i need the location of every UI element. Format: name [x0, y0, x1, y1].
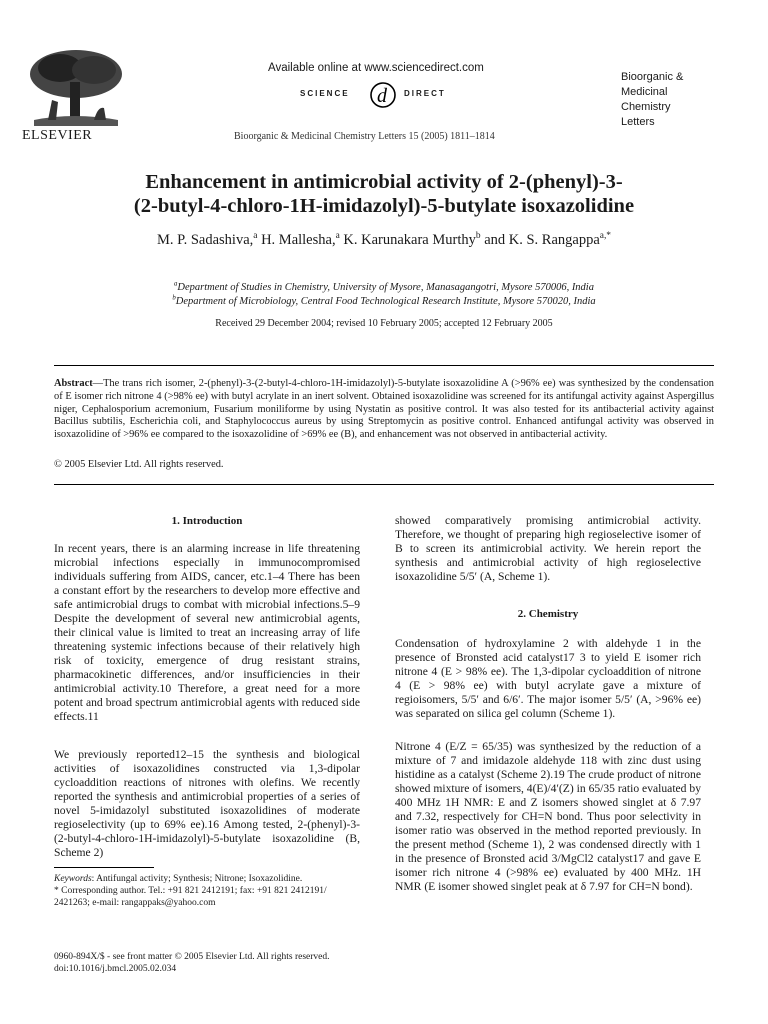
article-title — [40, 170, 728, 218]
chemistry-paragraph-1: Condensation of hydroxylamine 2 with aldehyde 1 in the presence of Bronsted acid catalyst17 3 to yield E isomer rich nitrone 4 (E > 98% ee). The 1,3-dipolar cycloaddition of nitrone 4 (E > 98% ee) with butyl acrylate gave a mixture of regioisomers, 5/5′ and 6/6′. The major isomer 5/5′ (A, >96% ee) was separated on silica gel column (Scheme 1). — [395, 637, 701, 720]
abstract-label: Abstract — [54, 378, 93, 389]
journal-name-line: Medicinal — [621, 86, 668, 98]
author-affil-mark: a,* — [599, 231, 611, 242]
logo-mark-letter: d — [377, 85, 387, 107]
journal-citation: Bioorganic & Medicinal Chemistry Letters 15 (2005) 1811–1814 — [234, 131, 495, 142]
author: M. P. Sadashiva, — [156, 232, 254, 248]
intro-paragraph-2: We previously reported12–15 the synthesis and biological activities of isoxazolidines constructed via 1,3-dipolar cycloaddition reactions of nitrones with olefins. We recently reported the synthesis and antimicrobial properties of a series of novel 5-imidazolyl substituted isoxazolidines of moderate regioselectivity (up to 69% ee).16 Among tested, 2-(phenyl)-3-(2-butyl-4-chloro-1H-imidazolyl)-5-butylate isoxazolidine (B, Scheme 2) — [54, 748, 360, 859]
corresponding-author: * Corresponding author. Tel.: +91 821 2412191; fax: +91 821 2412191/ 2421263; e-mail: rangappaks@yahoo.com — [54, 886, 327, 908]
divider — [54, 365, 714, 366]
chemistry-heading: 2. Chemistry — [517, 608, 579, 620]
abstract-copyright: © 2005 Elsevier Ltd. All rights reserved. — [54, 459, 224, 470]
author: and K. S. Rangappa — [484, 232, 600, 248]
chemistry-paragraph-2: Nitrone 4 (E/Z = 65/35) was synthesized by the reduction of a mixture of 7 and imidazole aldehyde 118 with zinc dust using histidine as a catalyst (Scheme 2).19 The crude product of nitrone showed mixture of isomers, 4(E)/4′(Z) in 65/35 ratio evaluated by 400 MHz 1H NMR: E and Z isomers showed singlet at δ 7.97 and 7.32, respectively for CH=N bond. Thus poor selectivity in isomer ratio was observed in the method reported previously. In the present method (Scheme 1), 2 was condensed directly with 1 in the presence of Bronsted acid 3/MgCl2 catalyst17 and gave E isomer rich nitrone 4 (>98% ee) evaluated by 400 MHz. 1H NMR (E isomer showed singlet peak at δ 7.97 for CH=N bond). — [395, 740, 701, 893]
title-line-2: (2-butyl-4-chloro-1H-imidazolyl)-5-butylate isoxazolidine — [133, 195, 635, 217]
author-affil-mark: b — [475, 231, 481, 242]
affiliation-b: $^b$Department of Microbiology, Central Food Technological Research Institute, Mysore 570020, India — [172, 294, 596, 307]
doi[interactable]: doi:10.1016/j.bmcl.2005.02.034 — [54, 964, 177, 974]
journal-name-line: Letters — [621, 116, 655, 128]
journal-name-line: Chemistry — [621, 101, 671, 113]
front-matter — [54, 951, 330, 975]
abstract-text: —The trans rich isomer, 2-(phenyl)-3-(2-butyl-4-chloro-1H-imidazolyl)-5-butylate isoxazolidine A (>96% ee) was synthesized by the condensation of E isomer rich nitrone 4 (>98% ee) with butyl acrylate in an inert solvent. Obtained isoxazolidine was screened for its antifungal activity against Aspergillus niger, Cephalosporium acremonium, Fusarium moniliforme by using Nystatin as positive control. It was also tested for its antibacterial activity against Bacillus subtilis, Escherichia coli, and Staphylococcus aureus by using Streptomycin as positive control. Enhanced antifungal activity was observed in isoxazolidine of >96% ee compared to the isoxazolidine of >69% ee (B), and enhancement was not observed in antibacterial activity. — [54, 378, 714, 441]
right-paragraph-1: showed comparatively promising antimicrobial activity. Therefore, we thought of preparing high regioselective isomer of B to screen its antimicrobial activity. We herein report the synthesis and antimicrobial activity of high regioselective isoxazolidine 5/5′ (A, Scheme 1). — [395, 514, 701, 583]
footnotes — [54, 873, 364, 909]
received-dates: Received 29 December 2004; revised 10 February 2005; accepted 12 February 2005 — [215, 318, 553, 329]
divider — [54, 484, 714, 485]
sciencedirect-logo[interactable] — [282, 80, 482, 110]
author-list — [40, 232, 728, 249]
journal-name — [621, 70, 741, 130]
available-online[interactable]: Available online at www.sciencedirect.com — [268, 62, 484, 74]
author: H. Mallesha, — [261, 232, 336, 248]
affiliation-a: $^a$Department of Studies in Chemistry, University of Mysore, Manasagangotri, Mysore 570006, India — [174, 280, 594, 293]
intro-heading: 1. Introduction — [171, 515, 243, 527]
logo-science: SCIENCE — [300, 89, 350, 98]
author-affil-mark: a — [253, 231, 258, 242]
sciencedirect-mark-icon — [368, 80, 398, 110]
publisher-name: ELSEVIER — [22, 128, 93, 143]
footnote-divider — [54, 867, 154, 868]
abstract — [54, 378, 714, 442]
journal-name-line: Bioorganic & — [621, 71, 684, 83]
tree-icon — [20, 46, 128, 128]
intro-paragraph-1: In recent years, there is an alarming increase in life threatening microbial infections especially in immunocompromised individuals suffering from AIDS, cancer, etc.1–4 There has been a constant effort by the researchers to develop more effective and safe antimicrobial drugs to combat with microbial infections.5–9 Despite the development of several new antimicrobial agents, their clinical value is limited to treat an increasing array of life threatening systemic infections because of their relatively high risk of toxicity, emergence of drug resistant strains, pharmacokinetic differences, and/or insufficiencies in their antimicrobial activity.10 Therefore, a great need for a more potent and broad spectrum antimicrobial agents with reduced side effects.11 — [54, 542, 360, 723]
front-matter-line: 0960-894X/$ - see front matter © 2005 Elsevier Ltd. All rights reserved. — [54, 952, 330, 962]
author-affil-mark: a — [335, 231, 340, 242]
logo-direct: DIRECT — [404, 89, 446, 98]
title-line-1: Enhancement in antimicrobial activity of 2-(phenyl)-3- — [145, 171, 623, 193]
keywords: Keywords: Antifungal activity; Synthesis; Nitrone; Isoxazolidine. — [54, 874, 303, 884]
author: K. Karunakara Murthy — [343, 232, 476, 248]
